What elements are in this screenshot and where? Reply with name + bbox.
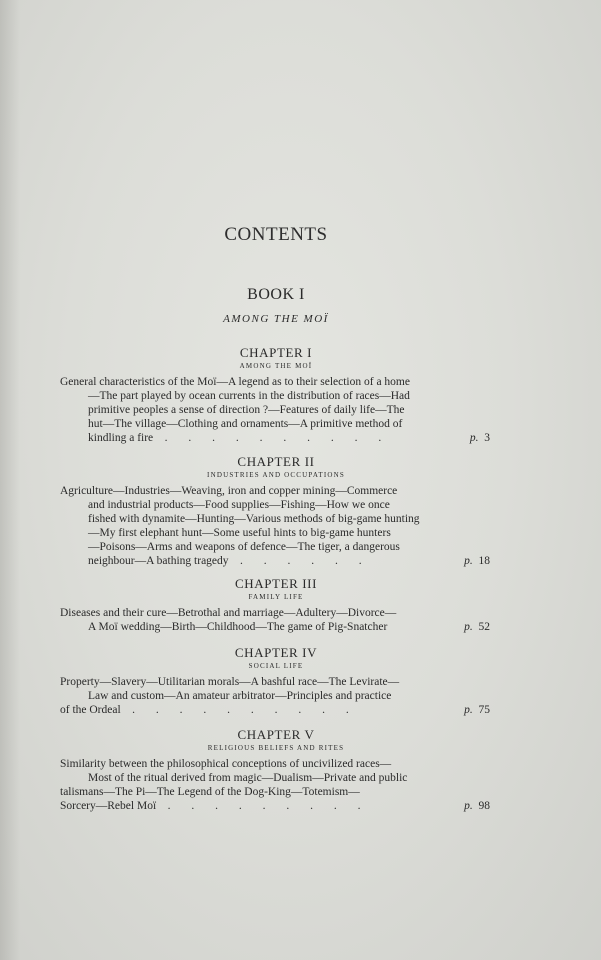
chapter-entry-4: [60, 645, 492, 717]
chapter-heading: CHAPTER III: [234, 576, 318, 591]
page-reference: p. 3: [469, 432, 490, 445]
summary-line: Property—Slavery—Utilitarian morals—A bashful race—The Levirate—: [60, 676, 400, 688]
page-reference: p. 98: [464, 800, 490, 813]
summary-line: Most of the ritual derived from magic—Dualism—Private and public: [88, 772, 408, 785]
page-reference: p. 52: [464, 621, 490, 634]
page-title: CONTENTS: [224, 224, 328, 245]
summary-line: —Poisons—Arms and weapons of defence—The tiger, a dangerous: [88, 541, 400, 554]
summary-line: kindling a fire . . . . . . . . . .: [88, 432, 391, 445]
chapter-heading: CHAPTER II: [237, 454, 315, 469]
chapter-summary: [60, 606, 492, 634]
chapter-subheading: AMONG THE MOÏ: [239, 362, 313, 370]
chapter-summary: [60, 675, 492, 717]
chapter-entry-1: [60, 345, 492, 445]
summary-line: Law and custom—An amateur arbitrator—Principles and practice: [88, 690, 392, 703]
summary-line: —The part played by ocean currents in the distribution of races—Had: [88, 390, 410, 403]
summary-line: A Moï wedding—Birth—Childhood—The game of Pig-Snatcher: [88, 621, 388, 634]
summary-line: primitive peoples a sense of direction ?—Features of daily life—The: [88, 404, 405, 417]
page-reference: p. 75: [464, 704, 490, 717]
chapter-entry-2: [60, 454, 492, 569]
summary-line: Agriculture—Industries—Weaving, iron and copper mining—Commerce: [60, 485, 398, 497]
chapter-heading: CHAPTER I: [239, 345, 313, 360]
chapter-subheading: RELIGIOUS BELIEFS AND RITES: [207, 744, 345, 752]
chapter-summary: [60, 375, 492, 445]
summary-line: Sorcery—Rebel Moï . . . . . . . . .: [60, 800, 370, 813]
dot-leader: . . . . . . . . . .: [164, 432, 391, 445]
chapter-subheading: INDUSTRIES AND OCCUPATIONS: [207, 471, 345, 479]
summary-line: fished with dynamite—Hunting—Various methods of big-game hunting: [88, 513, 420, 526]
dot-leader: . . . . . .: [240, 555, 371, 568]
summary-line: Similarity between the philosophical conceptions of uncivilized races—: [60, 758, 392, 770]
summary-line: talismans—The Pi—The Legend of the Dog-King—Totemism—: [60, 786, 360, 799]
chapter-summary: [60, 757, 492, 813]
summary-line: neighbour—A bathing tragedy . . . . . .: [88, 555, 371, 568]
book-subtitle: AMONG THE MOÏ: [223, 313, 329, 325]
book-label: BOOK I: [247, 286, 305, 303]
chapter-subheading: FAMILY LIFE: [248, 593, 304, 601]
chapter-heading: CHAPTER IV: [234, 645, 318, 660]
summary-line: and industrial products—Food supplies—Fishing—How we once: [88, 499, 390, 512]
summary-line: —My first elephant hunt—Some useful hints to big-game hunters: [88, 527, 391, 540]
dot-leader: . . . . . . . . . .: [132, 704, 358, 717]
summary-line: of the Ordeal . . . . . . . . . .: [60, 704, 358, 717]
page-reference: p. 18: [464, 555, 490, 568]
summary-line: Diseases and their cure—Betrothal and marriage—Adultery—Divorce—: [60, 607, 397, 619]
summary-line: hut—The village—Clothing and ornaments—A primitive method of: [88, 418, 403, 431]
chapter-subheading: SOCIAL LIFE: [248, 662, 304, 670]
summary-line: General characteristics of the Moï—A legend as to their selection of a home: [60, 376, 410, 388]
dot-leader: . . . . . . . . .: [167, 800, 370, 813]
chapter-heading: CHAPTER V: [237, 727, 315, 742]
chapter-entry-5: [60, 727, 492, 813]
chapter-summary: [60, 484, 492, 569]
chapter-entry-3: [60, 576, 492, 634]
